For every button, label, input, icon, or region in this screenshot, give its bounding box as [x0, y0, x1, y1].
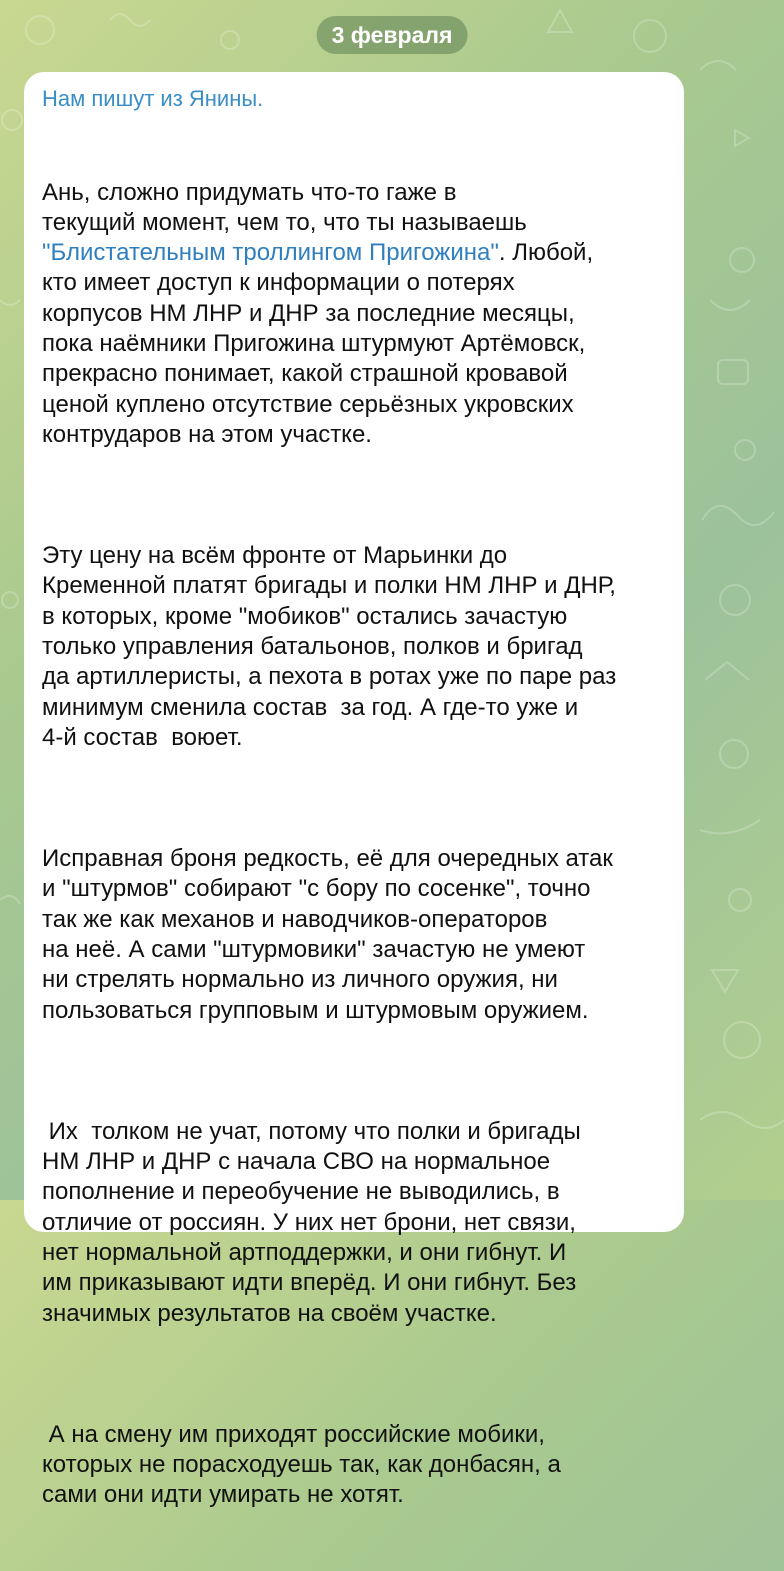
message-paragraph: Исправная броня редкость, её для очередных атак и "штурмов" собирают "с бору по сосенке", точно так же как механов и наводчиков-операторов на неё. А сами "штурмовики" зачастую не умеют ни стрелять нормально из личного оружия, ни пользоваться групповым и штурмовым оружием. — [42, 845, 613, 1024]
paragraph-text: Ань, сложно придумать что-то гаже в текущий момент, чем то, что ты называешь — [42, 178, 527, 236]
date-separator: 3 февраля — [317, 16, 468, 54]
paragraph-text: . Любой, кто имеет доступ к информации о потерях корпусов НМ ЛНР и ДНР за последние месяцы, пока наёмники Пригожина штурмуют Артёмовск, прекрасно понимает, какой страшной кровавой ценой куплено отсутствие серьёзных укровских контрударов на этом участке. — [42, 239, 594, 448]
message-bubble[interactable] — [24, 72, 684, 1509]
message-text — [42, 117, 670, 1571]
sender-name[interactable]: Нам пишут из Янины. — [42, 86, 264, 111]
message-paragraph: А на смену им приходят российские мобики, которых не порасходуешь так, как донбасян, а сами они идти умирать не хотят. — [42, 1420, 561, 1509]
quote-link[interactable]: "Блистательным троллингом Пригожина" — [42, 239, 499, 267]
message-paragraph — [42, 178, 670, 451]
message-paragraph: Их толком не учат, потому что полки и бригады НМ ЛНР и ДНР с начала СВО на нормальное пополнение и переобучение не выводились, в отличие от россиян. У них нет брони, нет связи, нет нормальной артподдержки, и они гибнут. И им приказывают идти вперёд. И они гибнут. Без значимых результатов на своём участке. — [42, 1117, 581, 1327]
message-paragraph: Эту цену на всём фронте от Марьинки до Кременной платят бригады и полки НМ ЛНР и ДНР, в которых, кроме "мобиков" остались зачастую только управления батальонов, полков и бригад да артиллеристы, а пехота в ротах уже по паре раз минимум сменила состав за год. А где-то уже и 4-й состав воюет. — [42, 542, 617, 751]
